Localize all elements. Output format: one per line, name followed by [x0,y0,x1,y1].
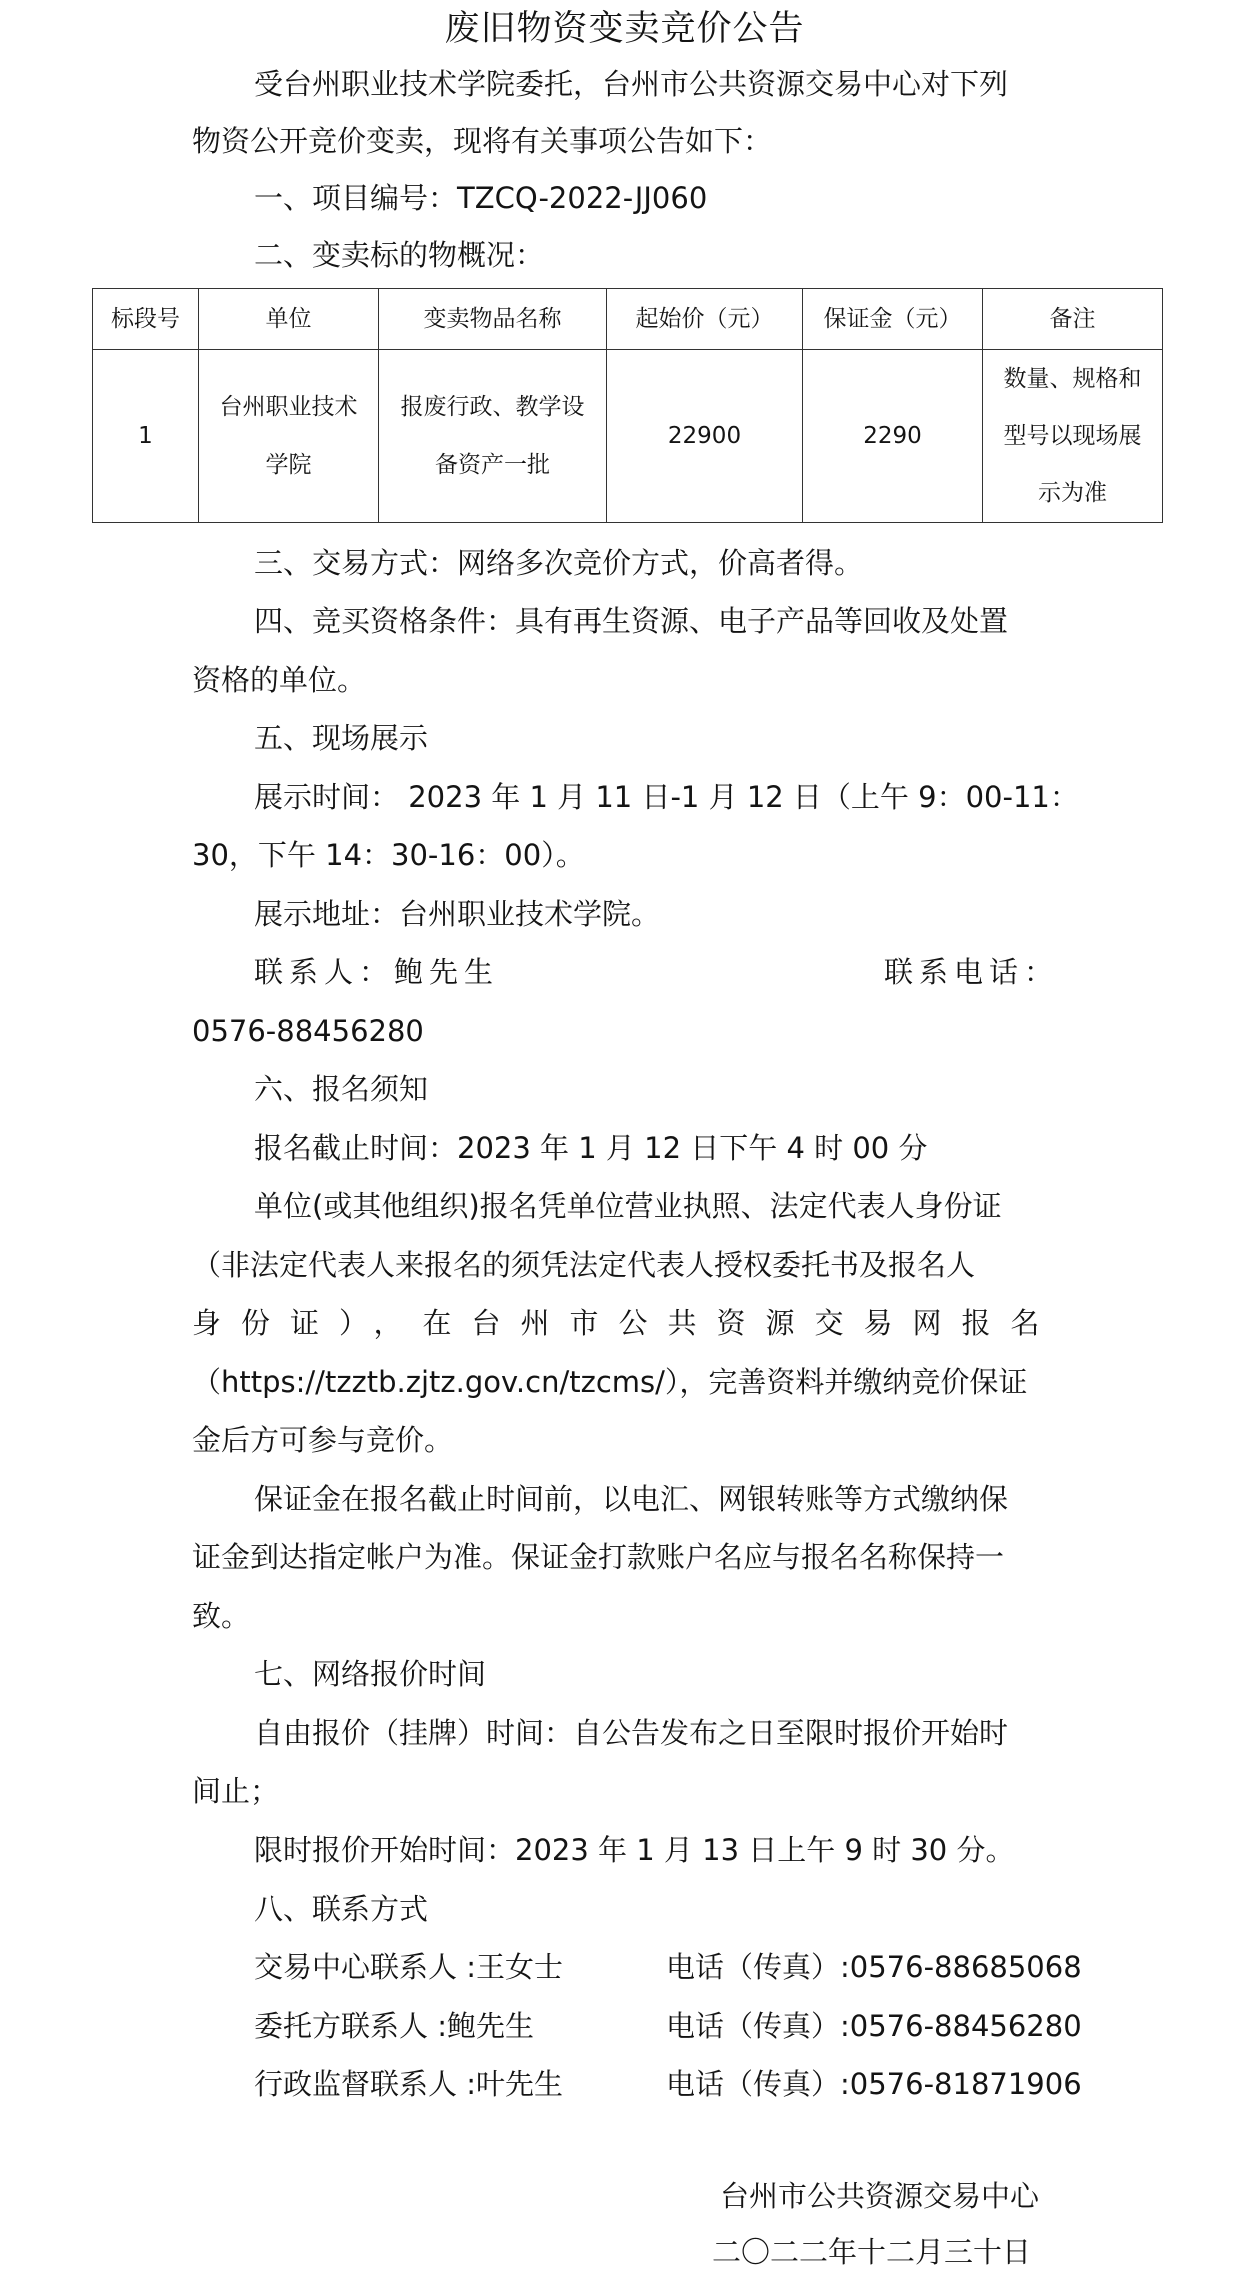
display-contact-phone-label: 联系电话： [884,955,1060,989]
deposit-p2-line-3: 致。 [192,1599,251,1633]
contact-phone: 电话（传真）:0576-81871906 [666,2067,1082,2101]
cell-lot: 1 [93,350,199,523]
cell-unit [199,350,379,523]
limited-quote-start: 限时报价开始时间：2023 年 1 月 13 日上午 9 时 30 分。 [254,1833,1015,1867]
cell-unit-line-2: 学院 [265,452,312,478]
cell-deposit: 2290 [803,350,983,523]
section-3-trade-method: 三、交易方式：网络多次竞价方式，价高者得。 [254,546,864,580]
cell-item-name [379,350,607,523]
intro-line-1: 受台州职业技术学院委托，台州市公共资源交易中心对下列 [254,67,1009,101]
display-time-line-1: 展示时间： 2023 年 1 月 11 日-1 月 12 日（上午 9：00-11： [254,780,1079,814]
header-unit: 单位 [199,289,379,350]
table-header-row [93,289,1163,350]
cell-note-line-3: 示为准 [1038,479,1107,506]
registration-p1-line-5: 金后方可参与竞价。 [192,1423,454,1457]
free-quote-line-1: 自由报价（挂牌）时间：自公告发布之日至限时报价开始时 [254,1716,1009,1750]
lots-table [92,288,1163,523]
section-6-heading: 六、报名须知 [254,1072,429,1106]
cell-unit-line-1: 台州职业技术 [219,394,358,420]
free-quote-line-2: 间止； [192,1774,280,1808]
deposit-p2-line-1: 保证金在报名截止时间前，以电汇、网银转账等方式缴纳保 [254,1482,1009,1516]
contact-name: 行政监督联系人 :叶先生 [254,2067,563,2101]
section-2-heading: 二、变卖标的物概况： [254,238,545,272]
contact-phone: 电话（传真）:0576-88685068 [666,1950,1082,1984]
table-row [93,350,1163,523]
section-8-heading: 八、联系方式 [254,1892,429,1926]
registration-p1-line-3: 身份证），在台州市公共资源交易网报名 [192,1306,1060,1340]
deposit-p2-line-2: 证金到达指定帐户为准。保证金打款账户名应与报名名称保持一 [192,1540,1005,1574]
display-contact-phone: 0576-88456280 [192,1014,424,1048]
signature-org: 台州市公共资源交易中心 [720,2179,1040,2213]
display-time-line-2: 30，下午 14：30-16：00）。 [192,838,585,872]
cell-note-line-1: 数量、规格和 [1003,365,1142,392]
display-contact-person: 联系人：鲍先生 [254,955,500,989]
contact-row [254,2006,1082,2046]
header-item-name: 变卖物品名称 [379,289,607,350]
section-4-line-2: 资格的单位。 [192,663,367,697]
cell-note-line-2: 型号以现场展 [1003,422,1142,449]
registration-deadline: 报名截止时间：2023 年 1 月 12 日下午 4 时 00 分 [254,1131,928,1165]
cell-item-line-2: 备资产一批 [435,452,550,478]
contact-phone: 电话（传真）:0576-88456280 [666,2009,1082,2043]
header-note: 备注 [983,289,1163,350]
cell-item-line-1: 报废行政、教学设 [400,394,585,420]
contact-row [254,2064,1082,2104]
display-address: 展示地址：台州职业技术学院。 [254,897,661,931]
section-5-heading: 五、现场展示 [254,721,429,755]
contact-row [254,1947,1082,1987]
section-7-heading: 七、网络报价时间 [254,1657,487,1691]
contact-name: 交易中心联系人 :王女士 [254,1950,563,1984]
registration-p1-line-1: 单位(或其他组织)报名凭单位营业执照、法定代表人身份证 [254,1189,1002,1223]
contact-name: 委托方联系人 :鲍先生 [254,2009,534,2043]
cell-note [983,350,1163,523]
registration-p1-line-2: （非法定代表人来报名的须凭法定代表人授权委托书及报名人 [192,1248,976,1282]
section-1-project-number: 一、项目编号：TZCQ-2022-JJ060 [254,181,708,215]
header-lot: 标段号 [93,289,199,350]
page-title: 废旧物资变卖竞价公告 [444,9,805,49]
intro-line-2: 物资公开竞价变卖，现将有关事项公告如下： [192,124,773,158]
header-deposit: 保证金（元） [803,289,983,350]
header-start-price: 起始价（元） [607,289,803,350]
section-4-line-1: 四、竞买资格条件：具有再生资源、电子产品等回收及处置 [254,604,1009,638]
cell-start-price: 22900 [607,350,803,523]
signature-date: 二〇二二年十二月三十日 [712,2235,1032,2269]
registration-p1-line-4: （https://tzztb.zjtz.gov.cn/tzcms/），完善资料并缴纳竞价保证 [192,1365,1028,1399]
